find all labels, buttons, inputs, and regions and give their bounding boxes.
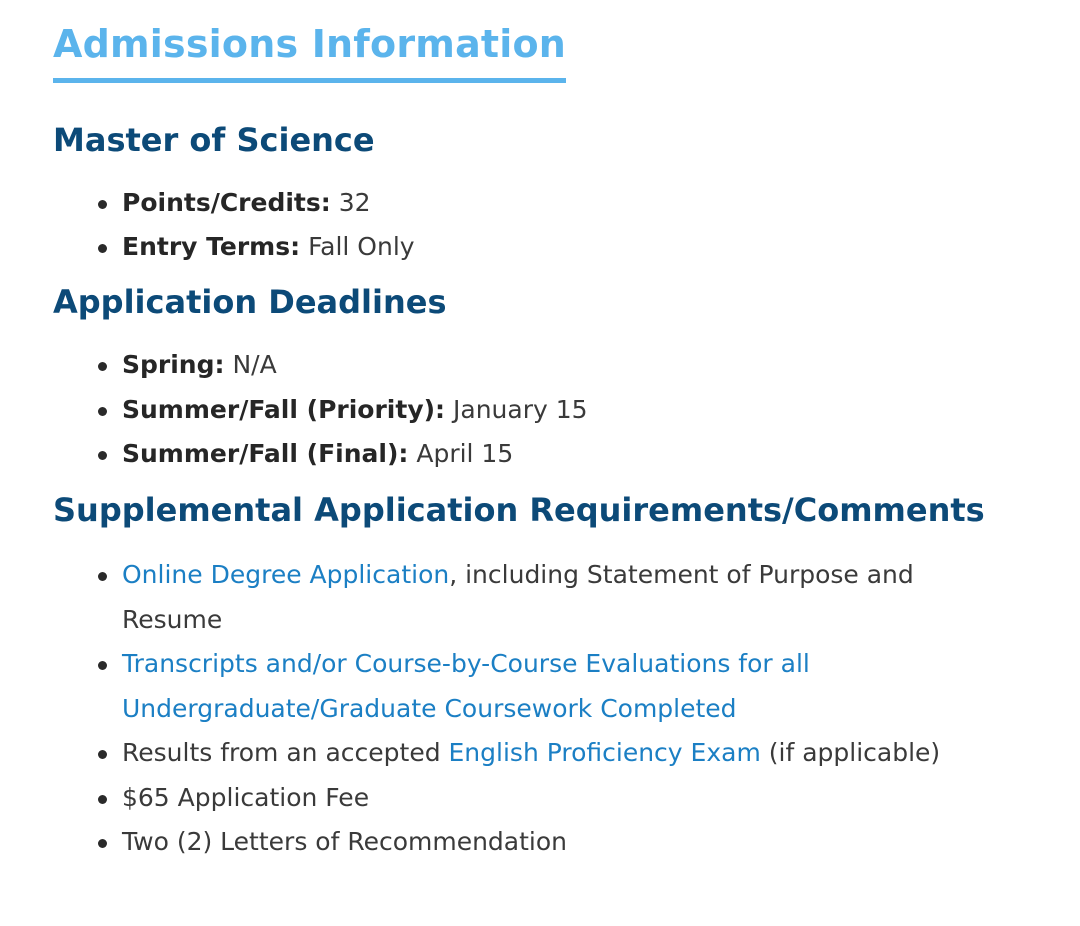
item-value: 32 xyxy=(338,187,371,217)
supplemental-requirements-list xyxy=(53,553,1053,865)
bullet-icon xyxy=(98,795,107,804)
admissions-content xyxy=(53,0,1053,865)
list-item-entry-terms xyxy=(53,225,982,270)
item-label: Entry Terms: xyxy=(122,232,301,262)
list-item-online-application xyxy=(53,553,982,642)
item-text: Two (2) Letters of Recommendation xyxy=(122,827,568,857)
bullet-icon xyxy=(98,451,107,460)
bullet-icon xyxy=(98,362,107,371)
item-value: April 15 xyxy=(416,439,514,469)
item-label: Points/Credits: xyxy=(122,187,331,217)
item-text: Results from an accepted xyxy=(122,738,449,768)
item-text: $65 Application Fee xyxy=(122,782,370,812)
bullet-icon xyxy=(98,572,107,581)
list-item-transcripts xyxy=(53,642,982,731)
item-value: N/A xyxy=(232,350,277,380)
item-label: Summer/Fall (Priority): xyxy=(122,394,446,424)
online-degree-application-link[interactable]: Online Degree Application xyxy=(122,560,450,590)
section-heading-supplemental-requirements: Supplemental Application Requirements/Comments xyxy=(53,490,985,529)
bullet-icon xyxy=(98,200,107,209)
list-item-letters-of-recommendation xyxy=(53,820,982,865)
list-item-final-deadline xyxy=(53,432,982,477)
bullet-icon xyxy=(98,407,107,416)
bullet-icon xyxy=(98,839,107,848)
item-value: January 15 xyxy=(453,394,588,424)
item-value: Fall Only xyxy=(308,232,415,262)
item-text: (if applicable) xyxy=(760,738,941,768)
list-item-points-credits xyxy=(53,181,982,226)
list-item-spring-deadline xyxy=(53,343,982,388)
application-deadlines-list xyxy=(53,343,1053,477)
bullet-icon xyxy=(98,661,107,670)
bullet-icon xyxy=(98,750,107,759)
section-heading-master-of-science: Master of Science xyxy=(53,120,375,159)
item-text: , including Statement of Purpose and Resume xyxy=(122,560,914,634)
transcripts-link[interactable]: Transcripts and/or Course-by-Course Evaluations for all Undergraduate/Graduate Coursework Completed xyxy=(122,649,810,723)
english-proficiency-exam-link[interactable]: English Proficiency Exam xyxy=(448,738,761,768)
page-title: Admissions Information xyxy=(53,22,566,83)
item-label: Summer/Fall (Final): xyxy=(122,439,409,469)
section-heading-application-deadlines: Application Deadlines xyxy=(53,282,447,321)
list-item-english-proficiency xyxy=(53,731,982,776)
item-label: Spring: xyxy=(122,350,225,380)
bullet-icon xyxy=(98,244,107,253)
list-item-priority-deadline xyxy=(53,388,982,433)
list-item-application-fee xyxy=(53,776,982,821)
master-of-science-list xyxy=(53,181,1053,270)
